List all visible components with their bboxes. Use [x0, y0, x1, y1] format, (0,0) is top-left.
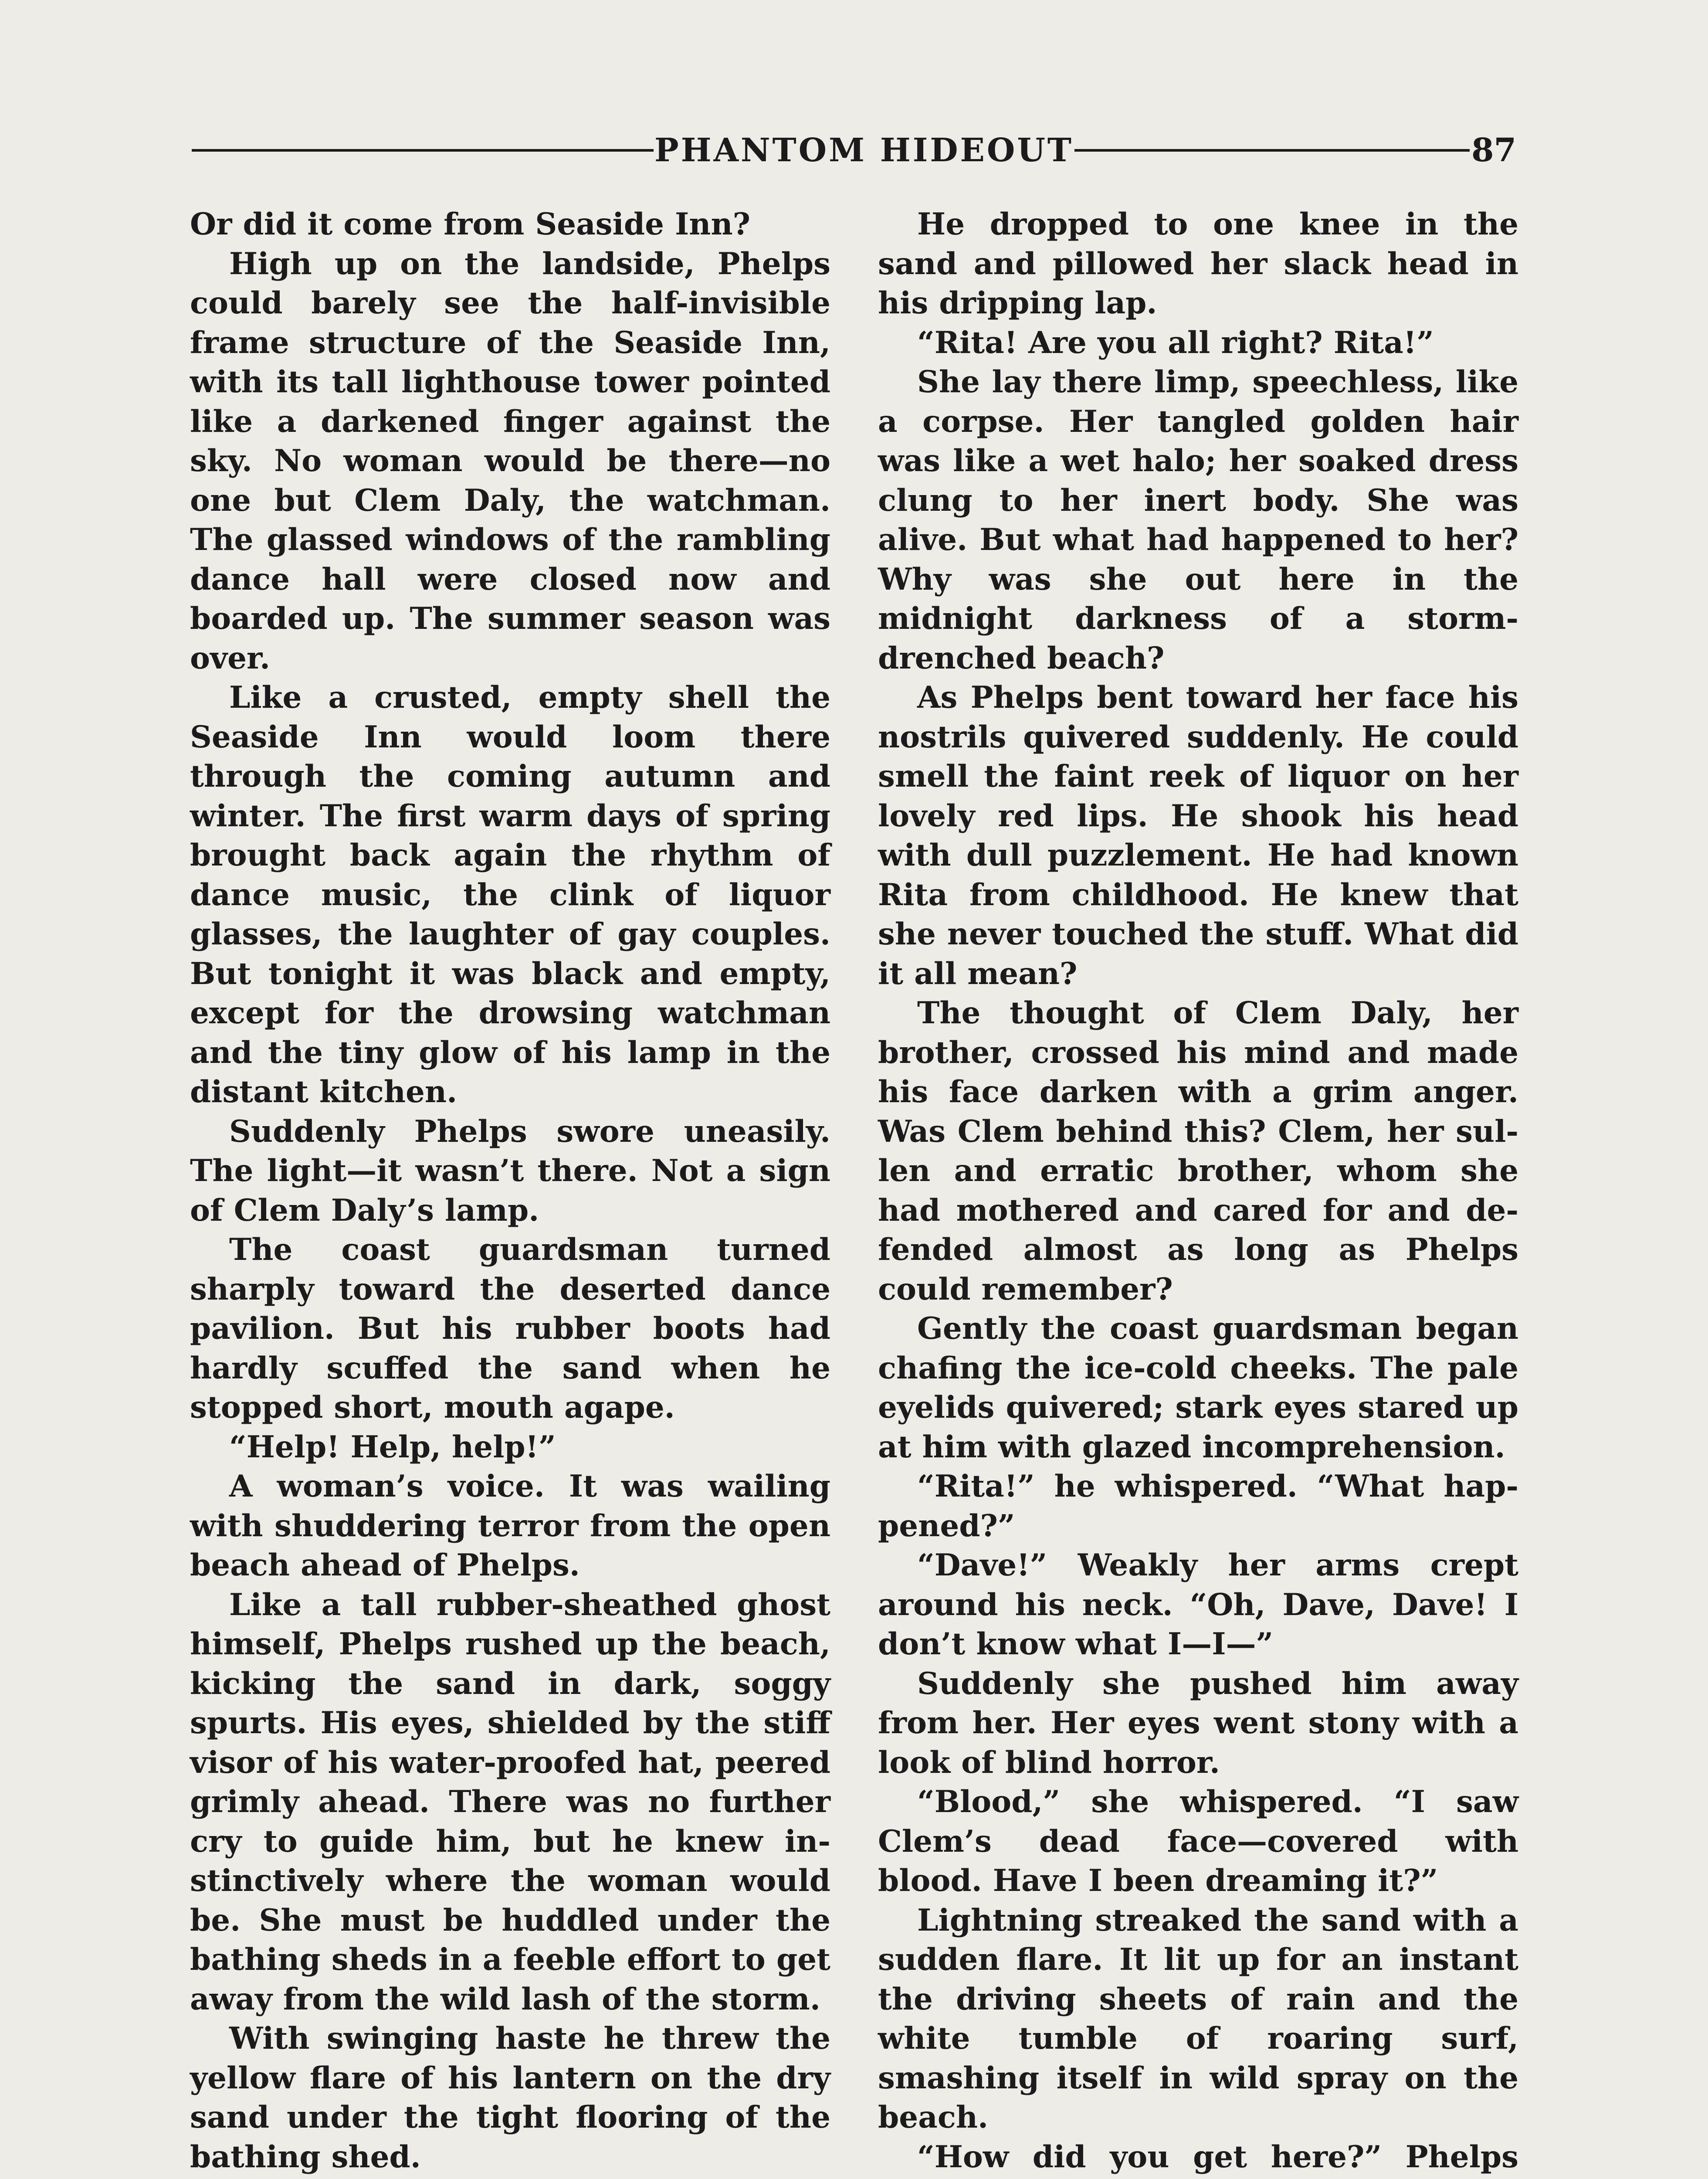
left-text-column [190, 205, 830, 2179]
paragraph: She lay there limp, speechless, like a corpse. Her tangled golden hair was like a wet halo; her soaked dress clung to her inert body. She was alive. But what had happened to her? Why was she out here in the midnight darkness of a storm-drenched beach? [878, 364, 1518, 676]
paragraph: High up on the landside, Phelps could barely see the half-invisible frame structure of the Seaside Inn, with its tall lighthouse tower pointed like a darkened finger against the sky. No woman would be there—no one but Clem Daly, the watchman. The glassed windows of the rambling dance hall were closed now and boarded up. The summer season was over. [190, 246, 830, 676]
paragraph: “Dave!” Weakly her arms crept around his neck. “Oh, Dave, Dave! I don’t know what I—I—” [878, 1548, 1518, 1662]
page-number: 87 [1471, 132, 1516, 169]
paragraph: With swinging haste he threw the yellow flare of his lantern on the dry sand under the tight flooring of the bathing shed. [190, 2021, 830, 2175]
running-header [192, 122, 1516, 179]
paragraph: “Rita!” he whispered. “What happened?” [878, 1469, 1518, 1544]
paragraph: Like a crusted, empty shell the Seaside Inn would loom there through the coming autumn and winter. The first warm days of spring brought back again the rhythm of dance music, the clink of liquor glasses, the laughter of gay couples. But tonight it was black and empty, except for the drowsing watchman and the tiny glow of his lamp in the distant kitchen. [190, 680, 830, 1110]
header-rule-left [192, 149, 654, 152]
paragraph: As Phelps bent toward her face his nostrils quivered suddenly. He could smell the faint reek of liquor on her lovely red lips. He shook his head with dull puzzlement. He had known Rita from childhood. He knew that she never touched the stuff. What did it all mean? [878, 680, 1518, 991]
paragraph: The thought of Clem Daly, her brother, crossed his mind and made his face darken with a grim anger. Was Clem behind this? Clem, her sullen and erratic brother, whom she had mothered and cared for and defended almost as long as Phelps could remember? [878, 995, 1518, 1307]
paragraph: “Help! Help, help!” [229, 1429, 556, 1465]
header-title: PHANTOM HIDEOUT [654, 132, 1074, 169]
paragraph: “How did you get here?” Phelps [917, 2139, 1518, 2175]
paragraph: Suddenly she pushed him away from her. Her eyes went stony with a look of blind horror. [878, 1666, 1518, 1780]
paragraph [190, 2177, 830, 2179]
paragraph: A woman’s voice. It was wailing with shuddering terror from the open beach ahead of Phelps. [190, 1469, 830, 1583]
paragraph: Or did it come from Seaside Inn? [190, 207, 751, 242]
header-rule-right [1074, 149, 1470, 152]
paragraph: Suddenly Phelps swore uneasily. The light—it wasn’t there. Not a sign of Clem Daly’s lamp. [190, 1113, 830, 1228]
paragraph: He dropped to one knee in the sand and pillowed her slack head in his dripping lap. [878, 207, 1518, 321]
right-text-column [878, 205, 1518, 2179]
paragraph: Lightning streaked the sand with a sudden flare. It lit up for an instant the driving sheets of rain and the white tumble of roaring surf, smashing itself in wild spray on the beach. [878, 1902, 1518, 2135]
paragraph: The coast guardsman turned sharply toward the deserted dance pavilion. But his rubber boots had hardly scuffed the sand when he stopped short, mouth agape. [190, 1232, 830, 1425]
paragraph: “Blood,” she whispered. “I saw Clem’s dead face—covered with blood. Have I been dreaming it?” [878, 1784, 1518, 1898]
paragraph: “Rita! Are you all right? Rita!” [917, 325, 1434, 360]
paragraph: Like a tall rubber-sheathed ghost himself, Phelps rushed up the beach, kicking the sand in dark, soggy spurts. His eyes, shielded by the stiff visor of his water-proofed hat, peered grimly ahead. There was no further cry to guide him, but he knew instinctively where the woman would be. She must be huddled under the bathing sheds in a feeble effort to get away from the wild lash of the storm. [190, 1587, 830, 2017]
paragraph: Gently the coast guardsman began chafing the ice-cold cheeks. The pale eyelids quivered; stark eyes stared up at him with glazed incomprehension. [878, 1311, 1518, 1465]
